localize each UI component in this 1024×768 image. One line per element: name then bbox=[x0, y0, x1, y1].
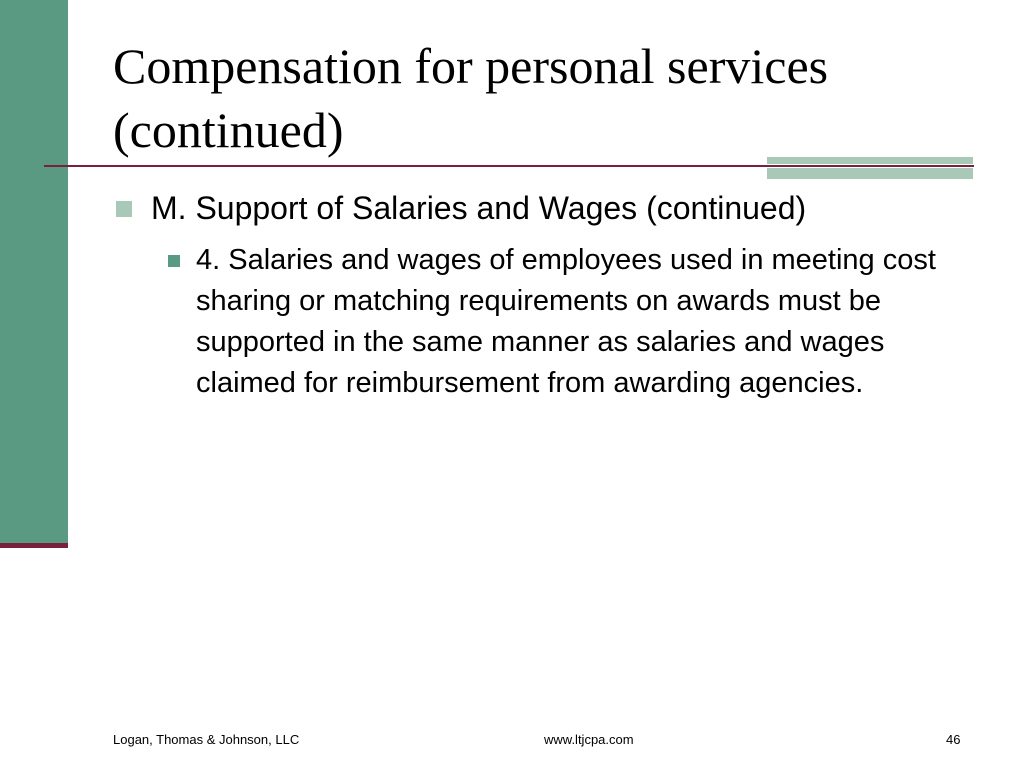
bullet-level-2 bbox=[166, 240, 966, 404]
accent-stripe-bottom bbox=[767, 168, 973, 179]
bullet-level-1-text: M. Support of Salaries and Wages (continued) bbox=[151, 190, 807, 226]
bullet-level-2-text: 4. Salaries and wages of employees used in meeting cost sharing or matching requirements on awards must be supported in the same manner as salaries and wages claimed for reimbursement from awarding agencies. bbox=[196, 244, 936, 399]
title-accent-block bbox=[767, 157, 973, 179]
footer-company: Logan, Thomas & Johnson, LLC bbox=[113, 732, 300, 747]
square-bullet-icon bbox=[168, 255, 180, 267]
accent-stripe-top bbox=[767, 157, 973, 164]
footer-page-number: 46 bbox=[946, 732, 961, 747]
footer-website: www.ltjcpa.com bbox=[544, 732, 634, 747]
left-bar-rule bbox=[0, 543, 68, 548]
bullet-level-1 bbox=[113, 188, 983, 228]
square-bullet-icon bbox=[116, 201, 132, 217]
slide-title: Compensation for personal services (continued) bbox=[113, 38, 829, 158]
slide-content bbox=[113, 188, 983, 404]
left-decorative-bar bbox=[0, 0, 68, 543]
